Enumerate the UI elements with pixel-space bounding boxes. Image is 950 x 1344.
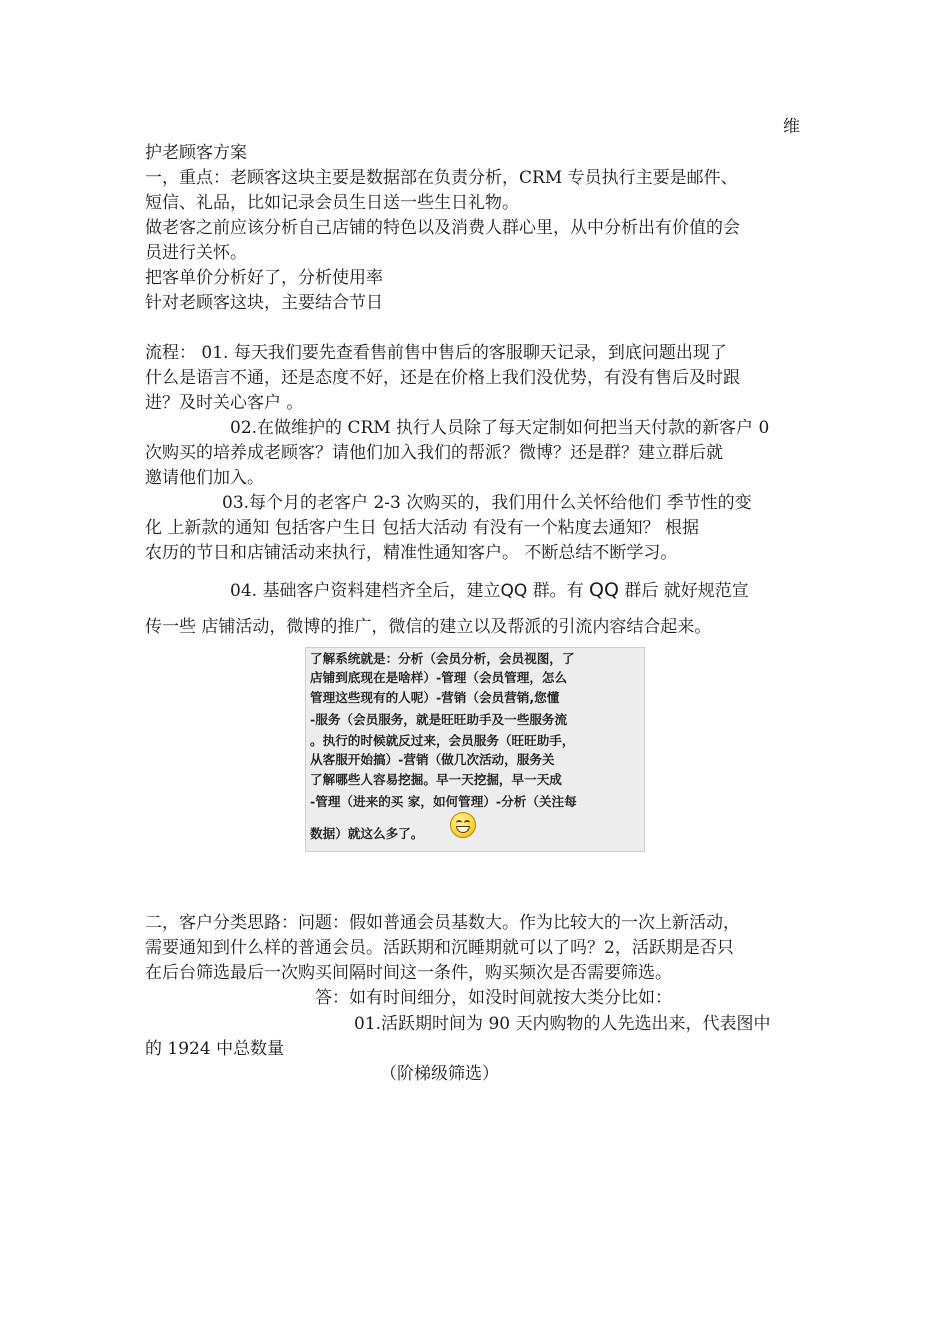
chat-text-line: 了解系统就是：分析（会员分析，会员视图，了 bbox=[310, 651, 575, 666]
paragraph-line: 01.活跃期时间为 90 天内购物的人先选出来，代表图中 bbox=[354, 1014, 771, 1034]
chat-text-line: 了解哪些人容易挖掘。早一天挖掘，早一天成 bbox=[310, 772, 562, 787]
process-line: 什么是语言不通，还是态度不好，还是在价格上我们没优势，有没有售后及时跟 bbox=[145, 368, 740, 388]
paragraph-line: 二，客户分类思路：问题：假如普通会员基数大。作为比较大的一次上新活动， bbox=[145, 913, 740, 933]
process-line: 次购买的培养成老顾客？请他们加入我们的帮派？微博？还是群？建立群后就 bbox=[145, 443, 723, 463]
text-segment: 04. 基础客户资料建档齐全后，建立 bbox=[230, 581, 501, 601]
paragraph-line: 需要通知到什么样的普通会员。活跃期和沉睡期就可以了吗？2，活跃期是否只 bbox=[145, 938, 734, 958]
paragraph-line: 答：如有时间细分，如没时间就按大类分比如： bbox=[315, 988, 672, 1008]
paragraph-line: 做老客之前应该分析自己店铺的特色以及消费人群心里，从中分析出有价值的会 bbox=[145, 218, 740, 238]
chat-text-line: -管理（进来的买 家，如何管理）-分析（关注每 bbox=[310, 794, 577, 809]
text-segment-qq: QQ bbox=[589, 579, 619, 601]
paragraph-line: 一，重点：老顾客这块主要是数据部在负责分析，CRM 专员执行主要是邮件、 bbox=[145, 168, 738, 188]
text-segment-qq: QQ bbox=[500, 581, 528, 601]
process-line: 化 上新款的通知 包括客户生日 包括大活动 有没有一个粘度去通知？ 根据 bbox=[145, 518, 700, 538]
grin-emoji-icon bbox=[450, 812, 476, 838]
emoji-mouth bbox=[456, 826, 470, 833]
process-line-qq bbox=[230, 578, 749, 603]
process-line: 农历的节日和店铺活动来执行，精准性通知客户。 不断总结不断学习。 bbox=[145, 543, 678, 563]
chat-text-line: 从客服开始搞）-营销（做几次活动，服务关 bbox=[310, 752, 555, 767]
paragraph-line: 员进行关怀。 bbox=[145, 243, 247, 263]
paragraph-line: （阶梯级筛选） bbox=[380, 1064, 499, 1084]
chat-text-line: 。执行的时候就反过来，会员服务（旺旺助手， bbox=[310, 733, 575, 748]
process-line: 02.在做维护的 CRM 执行人员除了每天定制如何把当天付款的新客户 0 bbox=[230, 418, 770, 438]
paragraph-line: 的 1924 中总数量 bbox=[145, 1039, 285, 1059]
process-line: 03.每个月的老客户 2-3 次购买的，我们用什么关怀给他们 季节性的变 bbox=[222, 493, 752, 513]
process-line: 传一些 店铺活动，微博的推广，微信的建立以及帮派的引流内容结合起来。 bbox=[145, 617, 712, 637]
chat-text-line: 数据）就这么多了。 bbox=[310, 826, 424, 841]
document-title: 护老顾客方案 bbox=[145, 143, 247, 163]
paragraph-line: 短信、礼品，比如记录会员生日送一些生日礼物。 bbox=[145, 193, 519, 213]
chat-screenshot-image bbox=[305, 647, 645, 852]
paragraph-line: 把客单价分析好了，分析使用率 bbox=[145, 268, 383, 288]
paragraph-line: 针对老顾客这块，主要结合节日 bbox=[145, 293, 383, 313]
process-line: 进？及时关心客户 。 bbox=[145, 393, 304, 413]
chat-text-line: 管理这些现有的人呢）-营销（会员营销,您懂 bbox=[310, 690, 560, 705]
chat-text-line: -服务（会员服务，就是旺旺助手及一些服务流 bbox=[310, 712, 568, 727]
chat-text-line: 店铺到底现在是啥样）-管理（会员管理，怎么 bbox=[310, 670, 568, 685]
text-segment: 群后 就好规范宣 bbox=[618, 581, 749, 601]
text-segment: 群。有 bbox=[527, 581, 590, 601]
process-line: 流程： 01. 每天我们要先查看售前售中售后的客服聊天记录，到底问题出现了 bbox=[145, 343, 727, 363]
paragraph-line: 在后台筛选最后一次购买间隔时间这一条件，购买频次是否需要筛选。 bbox=[145, 963, 672, 983]
process-line: 邀请他们加入。 bbox=[145, 468, 264, 488]
title-fragment: 维 bbox=[783, 117, 800, 137]
